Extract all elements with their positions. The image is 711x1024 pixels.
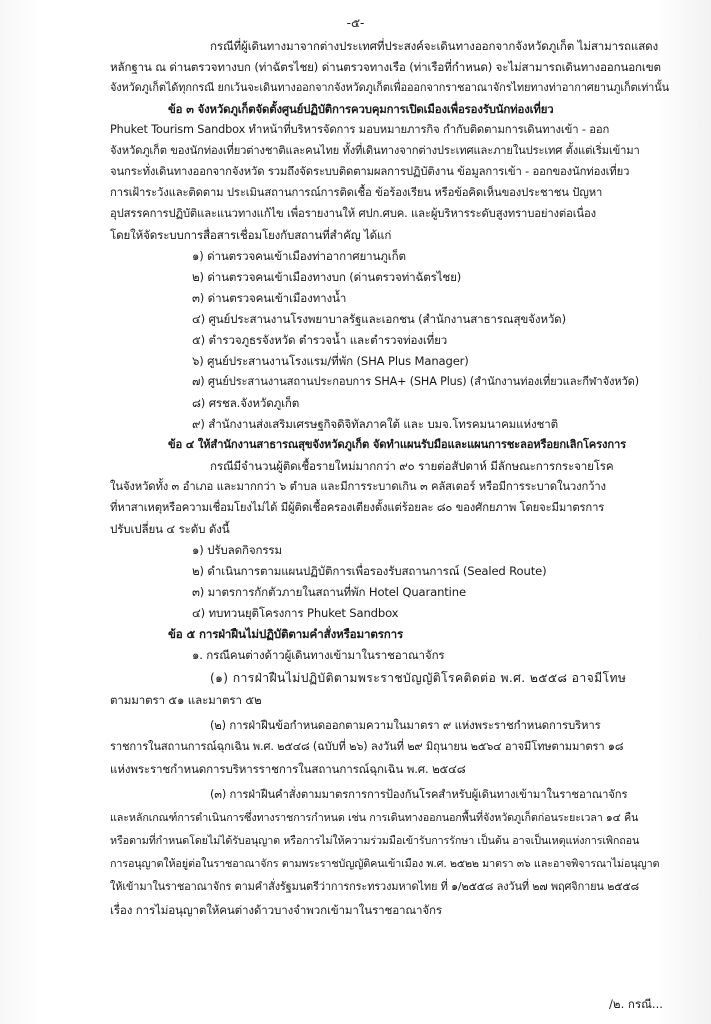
list-item: ๙) สำนักงานส่งเสริมเศรษฐกิจดิจิทัลภาคใต้ และ บมจ.โทรคมนาคมแห่งชาติ <box>192 417 558 431</box>
list-item: ๘) ศรชล.จังหวัดภูเก็ต <box>192 396 300 410</box>
section-heading: ข้อ ๓ จังหวัดภูเก็ตจัดตั้งศูนย์ปฏิบัติการควบคุมการเปิดเมืองเพื่อรองรับนักท่องเที่ยว <box>168 102 554 116</box>
paragraph-line: ในจังหวัดทั้ง ๓ อำเภอ และมากกว่า ๖ ตำบล และมีการระบาดเกิน ๓ คลัสเตอร์ หรือมีการระบาดในวงกว้าง <box>110 480 606 493</box>
list-item: ๒) ดำเนินการตามแผนปฏิบัติการเพื่อรองรับสถานการณ์ (Sealed Route) <box>192 564 547 578</box>
paragraph-line: การอนุญาตให้อยู่ต่อในราชอาณาจักร ตามพระราชบัญญัติคนเข้าเมือง พ.ศ. ๒๕๒๒ มาตรา ๓๖ และอาจพิจารณาไม่อนุญาต <box>110 857 660 870</box>
paragraph-line: และหลักเกณฑ์การดำเนินการซึ่งทางราชการกำหนด เช่น การเดินทางออกนอกพื้นที่จังหวัดภูเก็ตก่อนระยะเวลา ๑๔ คืน <box>110 811 639 824</box>
list-item: ๑) ด่านตรวจคนเข้าเมืองท่าอากาศยานภูเก็ต <box>192 249 406 263</box>
paragraph-line: ตามมาตรา ๕๑ และมาตรา ๕๒ <box>110 693 262 707</box>
list-item: ๒) ด่านตรวจคนเข้าเมืองทางบก (ด่านตรวจท่าฉัตรไชย) <box>192 270 462 284</box>
continuation-footer: /๒. กรณี... <box>609 997 663 1011</box>
list-item: ๔) ศูนย์ประสานงานโรงพยาบาลรัฐและเอกชน (สำนักงานสาธารณสุขจังหวัด) <box>192 312 566 326</box>
list-item: ๔) ทบทวนยุติโครงการ Phuket Sandbox <box>192 606 399 620</box>
section-heading: ข้อ ๕ การฝ่าฝืนไม่ปฏิบัติตามคำสั่งหรือมาตรการ <box>168 627 404 641</box>
list-item: ๕) ตำรวจภูธรจังหวัด ตำรวจน้ำ และตำรวจท่องเที่ยว <box>192 333 448 347</box>
paragraph-line: (๒) การฝ่าฝืนข้อกำหนดออกตามความในมาตรา ๙ แห่งพระราชกำหนดการบริหาร <box>210 718 601 732</box>
section-heading: ข้อ ๔ ให้สำนักงานสาธารณสุขจังหวัดภูเก็ต จัดทำแผนรับมือและแผนการชะลอหรือยกเลิกโครงการ <box>168 438 626 451</box>
paragraph-line: หรือตามที่กำหนดโดยไม่ได้รับอนุญาต หรือการไม่ให้ความร่วมมือเข้ารับการรักษา เป็นต้น อาจเป็นเหตุแห่งการเพิกถอน <box>110 834 640 847</box>
paragraph-line: ราชการในสถานการณ์ฉุกเฉิน พ.ศ. ๒๕๔๘ (ฉบับที่ ๒๖) ลงวันที่ ๒๙ มิถุนายน ๒๕๖๔ อาจมีโทษตามมาตรา ๑๘ <box>110 740 624 753</box>
paragraph-line: (๑) การฝ่าฝืนไม่ปฏิบัติตามพระราชบัญญัติโรคติดต่อ พ.ศ. ๒๕๕๘ อาจมีโทษ <box>210 671 627 685</box>
paragraph-line: จนกระทั่งเดินทางออกจากจังหวัด รวมถึงจัดระบบติดตามผลการปฏิบัติงาน ข้อมูลการเข้า - ออกของนักท่องเที่ยว <box>110 165 630 178</box>
paragraph-line: แห่งพระราชกำหนดการบริหารราชการในสถานการณ์ฉุกเฉิน พ.ศ. ๒๕๔๘ <box>110 762 466 776</box>
paragraph-line: อุปสรรคการปฏิบัติและแนวทางแก้ไข เพื่อรายงานให้ ศปก.ศบค. และผู้บริหารระดับสูงทราบอย่างต่อเนื่อง <box>110 207 596 220</box>
paragraph-line: จังหวัดภูเก็ตได้ทุกกรณี ยกเว้นจะเดินทางออกจากจังหวัดภูเก็ตเพื่อออกจากราชอาณาจักรไทยทางท่าอากาศยานภูเก็ตเท่านั้น <box>110 81 669 94</box>
paragraph-line: เรื่อง การไม่อนุญาตให้คนต่างด้าวบางจำพวกเข้ามาในราชอาณาจักร <box>110 903 442 917</box>
paragraph-line: ที่หาสาเหตุหรือความเชื่อมโยงไม่ได้ มีผู้ติดเชื้อครองเตียงตั้งแต่ร้อยละ ๘๐ ของศักยภาพ โดยจะมีมาตรการ <box>110 501 605 514</box>
paragraph-line: กรณีมีจำนวนผู้ติดเชื้อรายใหม่มากกว่า ๙๐ รายต่อสัปดาห์ มีลักษณะการกระจายโรค <box>210 459 614 473</box>
list-item: ๑) ปรับลดกิจกรรม <box>192 543 282 557</box>
list-item: ๖) ศูนย์ประสานงานโรงแรม/ที่พัก (SHA Plus Manager) <box>192 354 469 368</box>
page-number: -๕- <box>346 16 365 30</box>
list-item: ๓) ด่านตรวจคนเข้าเมืองทางน้ำ <box>192 291 347 305</box>
paragraph-line: หลักฐาน ณ ด่านตรวจทางบก (ท่าฉัตรไชย) ด่านตรวจทางเรือ (ท่าเรือที่กำหนด) จะไม่สามารถเดินทางออกนอกเขต <box>110 60 661 74</box>
paragraph-line: ให้เข้ามาในราชอาณาจักร ตามคำสั่งรัฐมนตรีว่าการกระทรวงมหาดไทย ที่ ๑/๒๕๕๘ ลงวันที่ ๒๗ พฤศจิกายน ๒๕๕๘ <box>110 880 639 893</box>
paragraph-line: กรณีที่ผู้เดินทางมาจากต่างประเทศที่ประสงค์จะเดินทางออกจากจังหวัดภูเก็ต ไม่สามารถแสดง <box>210 39 659 53</box>
paragraph-line: จังหวัดภูเก็ต ของนักท่องเที่ยวต่างชาติและคนไทย ทั้งที่เดินทางจากต่างประเทศและภายในประเทศ ตั้งแต่เริ่มเข้ามา <box>110 144 640 157</box>
list-item: ๓) มาตรการกักตัวภายในสถานที่พัก Hotel Quarantine <box>192 585 466 599</box>
paragraph-line: ปรับเปลี่ยน ๔ ระดับ ดังนี้ <box>110 522 230 536</box>
paragraph-line: (๓) การฝ่าฝืนคำสั่งตามมาตรการการป้องกันโรคสำหรับผู้เดินทางเข้ามาในราชอาณาจักร <box>210 788 628 801</box>
list-item: ๗) ศูนย์ประสานงานสถานประกอบการ SHA+ (SHA Plus) (สำนักงานท่องเที่ยวและกีฬาจังหวัด) <box>192 375 639 388</box>
paragraph-line: Phuket Tourism Sandbox ทำหน้าที่บริหารจัดการ มอบหมายภารกิจ กำกับติดตามการเดินทางเข้า - ออก <box>110 123 610 136</box>
sub-heading: ๑. กรณีคนต่างด้าวผู้เดินทางเข้ามาในราชอาณาจักร <box>192 648 445 662</box>
paragraph-line: การเฝ้าระวังและติดตาม ประเมินสถานการณ์การติดเชื้อ ข้อร้องเรียน หรือข้อคิดเห็นของประชาชน ปัญหา <box>110 186 603 199</box>
paragraph-line: โดยให้จัดระบบการสื่อสารเชื่อมโยงกับสถานที่สำคัญ ได้แก่ <box>110 228 392 242</box>
